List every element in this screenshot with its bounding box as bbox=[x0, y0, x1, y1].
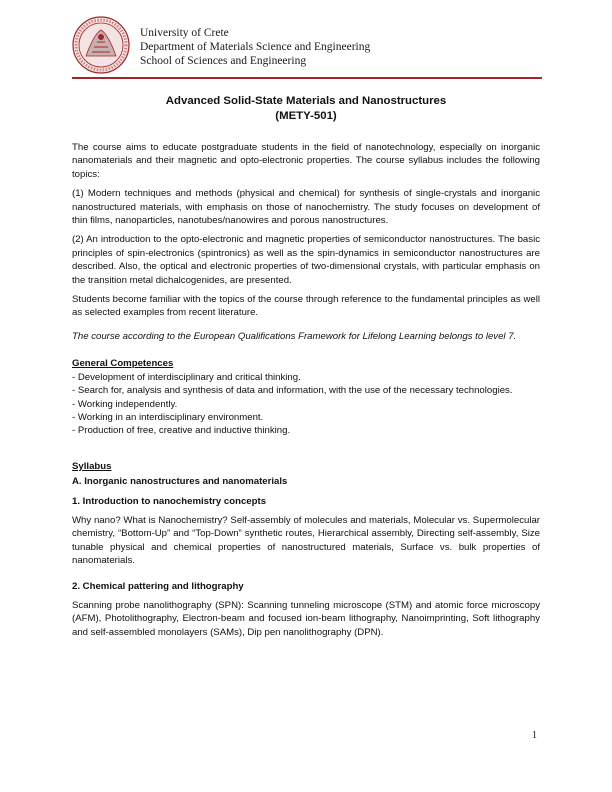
course-code: (METY-501) bbox=[275, 110, 337, 122]
list-item: - Working independently. bbox=[72, 398, 178, 410]
header-rule bbox=[72, 77, 542, 79]
list-item: - Working in an interdisciplinary environment. bbox=[72, 411, 264, 423]
competences-heading: General Competences bbox=[72, 358, 174, 370]
university-seal-logo bbox=[72, 16, 130, 74]
page-number: 1 bbox=[532, 730, 537, 741]
competences-list bbox=[72, 371, 540, 438]
document-body bbox=[72, 94, 540, 645]
section-1-heading: 1. Introduction to nanochemistry concepts bbox=[72, 495, 267, 507]
school-name: School of Sciences and Engineering bbox=[140, 55, 307, 67]
section-2-text: Scanning probe nanolithography (SPN): Scanning tunneling microscope (STM) and atomic force microscopy (AFM), Photolithography, Electron-beam and focused ion-beam lithography, Nanoimprinting, Soft lithography and self-assembled monolayers (SAMs), Dip pen nanolithography (DPN). bbox=[72, 599, 540, 638]
university-name: University of Crete bbox=[140, 27, 229, 39]
list-item: - Production of free, creative and inductive thinking. bbox=[72, 425, 291, 437]
topic-1-paragraph: (1) Modern techniques and methods (physical and chemical) for synthesis of single-crystals and inorganic nanostructured materials, with emphasis on those of nanochemistry. The study focuses on development of thin films, nanoparticles, nanotubes/nanowires and porous nanostructures. bbox=[72, 188, 540, 227]
syllabus-heading: Syllabus bbox=[72, 460, 112, 472]
course-title: Advanced Solid-State Materials and Nanostructures bbox=[165, 95, 447, 107]
list-item: - Search for, analysis and synthesis of data and information, with the use of the necessary technologies. bbox=[72, 385, 513, 397]
section-2-heading: 2. Chemical pattering and lithography bbox=[72, 580, 244, 592]
institution-block bbox=[140, 26, 370, 68]
intro-paragraph: The course aims to educate postgraduate students in the field of nanotechnology, especially on inorganic nanomaterials and their magnetic and opto-electronic properties. The course syllabus includes the following topics: bbox=[72, 142, 540, 180]
letterhead bbox=[72, 16, 542, 76]
department-name: Department of Materials Science and Engineering bbox=[140, 41, 371, 53]
students-paragraph: Students become familiar with the topics of the course through reference to the fundamental principles as well as selected examples from recent literature. bbox=[72, 294, 540, 319]
list-item: - Development of interdisciplinary and critical thinking. bbox=[72, 371, 301, 383]
eqf-paragraph: The course according to the European Qualifications Framework for Lifelong Learning belongs to level 7. bbox=[72, 330, 517, 342]
section-1-text: Why nano? What is Nanochemistry? Self-assembly of molecules and materials, Molecular vs. Supermolecular chemistry, “Bottom-Up” and “Top-Down” synthetic routes, Hierarchical assembly, Directing self-assembly, Size tunable physical and chemical properties of nanostructured materials, Surface vs. bulk properties of nanomaterials. bbox=[72, 514, 540, 567]
section-a-heading: A. Inorganic nanostructures and nanomaterials bbox=[72, 476, 288, 488]
topic-2-paragraph: (2) An introduction to the opto-electronic and magnetic properties of semiconductor nanostructures. The basic principles of spin-electronics (spintronics) as well as the spin-dynamics in semiconductor nanostructures are described. Also, the optical and electronic properties of two-dimensional crystals, with particular emphasis on the transition metal dichalcogenides, are presented. bbox=[72, 234, 540, 286]
